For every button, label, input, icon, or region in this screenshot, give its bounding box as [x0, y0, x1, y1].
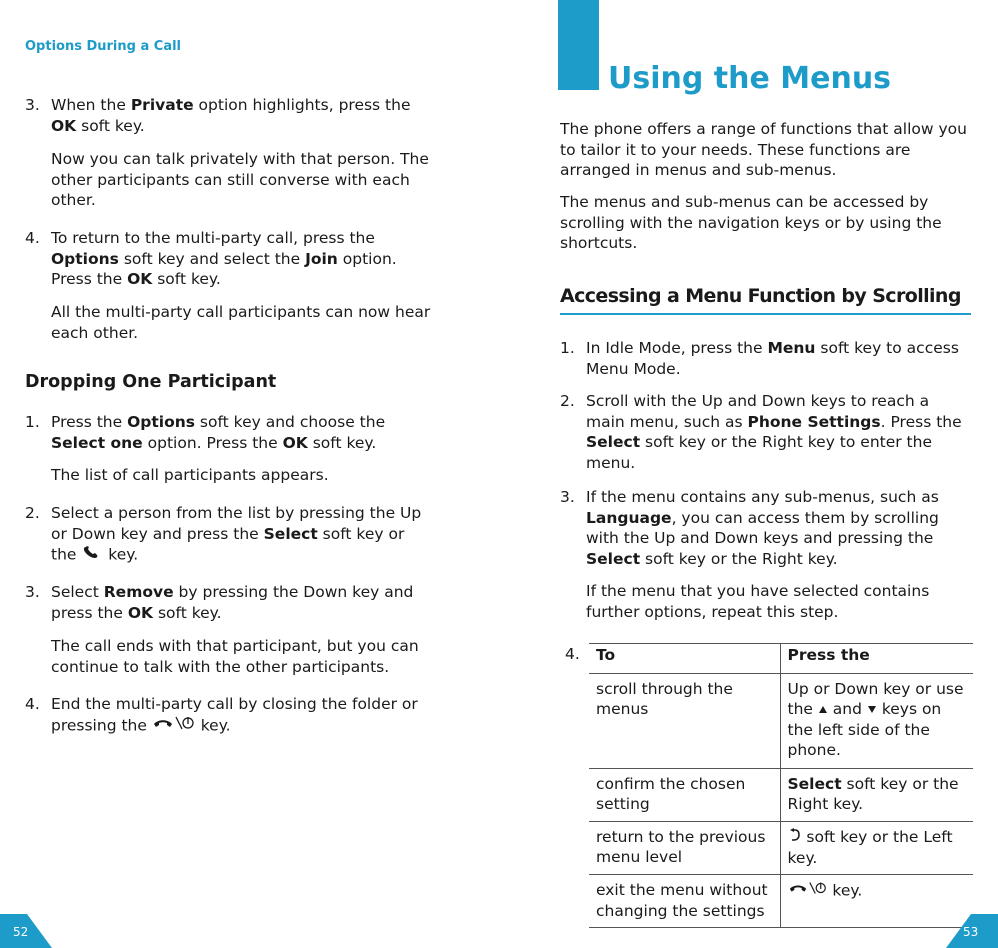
chapter-title: Using the Menus — [608, 61, 892, 96]
step-3-private: 3. When the Private option highlights, press the OK soft key. — [25, 96, 411, 135]
column-header-press: Press the — [780, 644, 973, 674]
page-number-right: 53 — [963, 925, 979, 939]
menu-step-3: 3. If the menu contains any sub-menus, such as Language, you can access them by scrolling with the Up and Down keys and pressing the Select soft key or the Right key. — [560, 488, 939, 568]
up-triangle-icon — [818, 699, 828, 720]
step-4-join: 4. To return to the multi-party call, press the Options soft key and select the Join option. Press the OK soft key. — [25, 229, 397, 288]
table-row — [589, 673, 973, 768]
table-cell: return to the previous menu level — [596, 827, 766, 867]
table-header-row — [589, 644, 973, 674]
intro-paragraph-2: The menus and sub-menus can be accessed by scrolling with the navigation keys or by using the shortcuts. — [560, 193, 942, 252]
section-rule — [560, 313, 971, 315]
drop-step-3: 3. Select Remove by pressing the Down key and press the OK soft key. — [25, 583, 414, 622]
step-4-note: All the multi-party call participants can now hear each other. — [51, 303, 431, 342]
table-cell: Up or Down key or use the and keys on the left side of the phone. — [780, 673, 973, 768]
step-number: 4. — [565, 645, 580, 663]
end-power-key-icon — [152, 715, 196, 737]
table-cell: key. — [780, 875, 973, 928]
table-row — [589, 875, 973, 928]
table-row — [589, 768, 973, 821]
step-number: 3. — [25, 583, 40, 601]
drop-step-1-note: The list of call participants appears. — [51, 466, 329, 484]
step-number: 3. — [560, 488, 575, 506]
menu-step-2: 2. Scroll with the Up and Down keys to reach a main menu, such as Phone Settings. Press the Select soft key or the Right key to enter the menu. — [560, 392, 962, 472]
send-key-icon — [81, 544, 103, 566]
table-cell: exit the menu without changing the settings — [596, 881, 768, 920]
step-number: 1. — [560, 339, 575, 357]
table-cell: Select soft key or the Right key. — [780, 768, 973, 821]
step-number: 2. — [25, 504, 40, 522]
table-row — [589, 821, 973, 874]
table-cell: soft key or the Left key. — [780, 821, 973, 874]
section-title-accessing: Accessing a Menu Function by Scrolling — [560, 285, 961, 307]
table-cell: confirm the chosen setting — [596, 774, 746, 814]
column-header-to: To — [596, 646, 616, 664]
drop-step-3-note: The call ends with that participant, but you can continue to talk with the other participants. — [51, 637, 419, 676]
step-number: 4. — [25, 229, 40, 247]
end-power-key-icon — [788, 880, 828, 902]
step-number: 4. — [25, 695, 40, 713]
step-number: 3. — [25, 96, 40, 114]
drop-step-2: 2. Select a person from the list by pressing the Up or Down key and press the Select soft key or the key. — [25, 503, 435, 566]
running-head: Options During a Call — [25, 39, 181, 54]
down-triangle-icon — [867, 699, 877, 720]
page-number-left: 52 — [13, 925, 29, 939]
drop-step-1: 1. Press the Options soft key and choose the Select one option. Press the OK soft key. — [25, 413, 386, 452]
step-number: 1. — [25, 413, 40, 431]
drop-step-4: 4. End the multi-party call by closing the folder or pressing the key. — [25, 694, 445, 736]
back-arrow-icon — [788, 827, 802, 848]
intro-paragraph-1: The phone offers a range of functions that allow you to tailor it to your needs. These functions are arranged in menus and sub-menus. — [560, 120, 967, 179]
menu-step-1: 1. In Idle Mode, press the Menu soft key to access Menu Mode. — [560, 339, 959, 378]
step-3-note: Now you can talk privately with that person. The other participants can still converse with each other. — [51, 150, 429, 209]
table-cell: scroll through the menus — [596, 679, 733, 718]
section-title-dropping: Dropping One Participant — [25, 372, 277, 392]
step-number: 2. — [560, 392, 575, 410]
key-table — [589, 643, 973, 928]
menu-step-3-note: If the menu that you have selected contains further options, repeat this step. — [586, 582, 930, 621]
title-tab — [558, 0, 599, 90]
